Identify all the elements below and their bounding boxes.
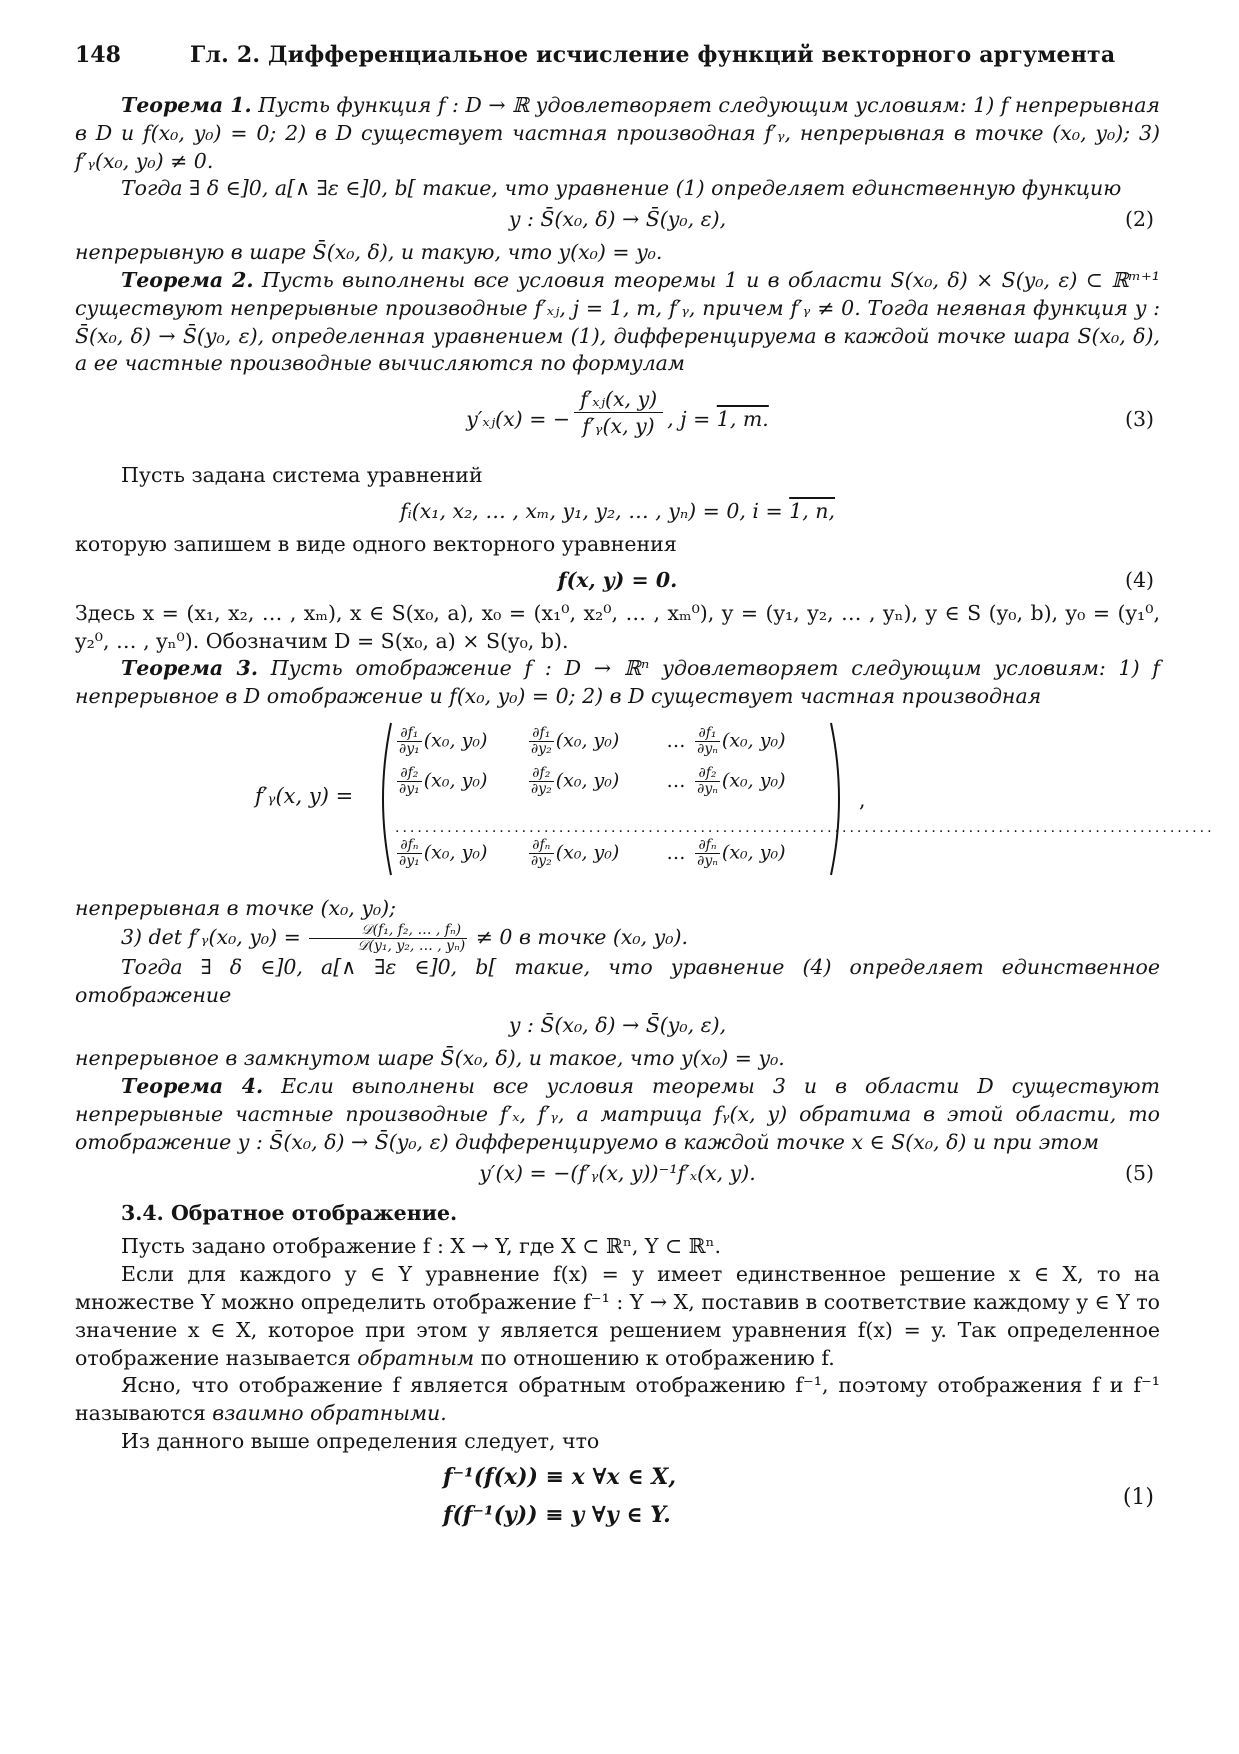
equation-5 bbox=[75, 1160, 1160, 1190]
equation-3-rhs: , j = bbox=[667, 407, 717, 432]
theorem-3-text: Пусть отображение f : D → ℝⁿ удовлетворяет следующим условиям: 1) f непрерывное в D отображение и f(x₀, y₀) = 0; 2) в D существует частная производная bbox=[75, 656, 1160, 709]
theorem-3-conclusion: Тогда ∃ δ ∈]0, a[∧ ∃ε ∈]0, b[ такие, что уравнение (4) определяет единственное отображение bbox=[75, 954, 1160, 1007]
matrix-ellipsis: … bbox=[666, 730, 686, 753]
equation-3-denominator: f′ᵧ(x, y) bbox=[582, 414, 655, 439]
equation-1-number: (1) bbox=[1122, 1484, 1154, 1510]
equation-3-number: (3) bbox=[1124, 407, 1154, 432]
page bbox=[75, 0, 1215, 1754]
vector-intro: которую запишем в виде одного векторного уравнения bbox=[75, 531, 677, 556]
chapter-title: Гл. 2. Дифференциальное исчисление функций векторного аргумента bbox=[190, 42, 1116, 68]
matrix-lhs: f′ᵧ(x, y) = bbox=[255, 783, 354, 808]
matrix-cell: $\frac{\text{∂fₙ}}{\text{∂yₙ}}$ (x₀, y₀) bbox=[697, 837, 786, 870]
section-title: 3.4. Обратное отображение. bbox=[121, 1200, 458, 1225]
equation-3-lhs: y′ₓⱼ(x) = − bbox=[466, 407, 571, 432]
theorem-4 bbox=[75, 1073, 1160, 1156]
matrix-row-2 bbox=[395, 763, 825, 801]
equation-1-line-1: f⁻¹(f(x)) ≡ x ∀x ∈ X, bbox=[443, 1463, 677, 1490]
matrix-cell: $\frac{\text{∂f₁}}{\text{∂yₙ}}$ (x₀, y₀) bbox=[697, 725, 786, 758]
theorem-4-label: Теорема 4. bbox=[121, 1074, 264, 1099]
equation-3 bbox=[75, 386, 1160, 456]
theorem-1-text: Пусть функция f : D → ℝ удовлетворяет следующим условиям: 1) f непрерывная в D и f(x₀, y₀) = 0; 2) в D существует частная производная f′ᵧ, непрерывная в точке (x₀, y₀); 3) f′ᵧ(x₀, y₀) ≠ 0. bbox=[75, 93, 1160, 173]
theorem-2 bbox=[75, 267, 1160, 378]
condition-3-denominator: 𝒟(y₁, y₂, … , yₙ) bbox=[357, 937, 466, 954]
theorem-3-condition-3 bbox=[75, 923, 1160, 954]
theorem-1 bbox=[75, 92, 1160, 175]
theorem-1-after: непрерывную в шаре S̄(x₀, δ), и такую, что y(x₀) = y₀. bbox=[75, 240, 663, 265]
section-p3 bbox=[75, 1372, 1160, 1428]
matrix-ellipsis: … bbox=[666, 770, 686, 793]
matrix-cell: $\frac{\text{∂f₁}}{\text{∂y₁}}$ (x₀, y₀) bbox=[399, 725, 488, 758]
equation-4-number: (4) bbox=[1124, 567, 1154, 592]
theorem-3-label: Теорема 3. bbox=[121, 656, 258, 681]
theorem-4-text: Если выполнены все условия теоремы 3 и в области D существуют непрерывные частные производные f′ₓ, f′ᵧ, а матрица fᵧ(x, y) обратима в этой области, то отображение y : S̄(x₀, δ) → S̄(y₀, ε) дифференцируемо в каждой точке x ∈ S(x₀, δ) и при этом bbox=[75, 1074, 1160, 1154]
matrix-row-n bbox=[395, 835, 825, 873]
system-equation-range: 1, n, bbox=[789, 498, 835, 523]
matrix-cell: $\frac{\text{∂f₂}}{\text{∂y₁}}$ (x₀, y₀) bbox=[399, 765, 488, 798]
jacobian-matrix bbox=[75, 721, 1215, 889]
matrix-dotted-row: .............................................................................................................. bbox=[395, 819, 1215, 836]
section-p3-text: Ясно, что отображение f является обратным отображению f⁻¹, поэтому отображения f и f⁻¹ называются bbox=[75, 1373, 1160, 1426]
system-equation bbox=[75, 498, 1160, 528]
theorem-3-equation-body: y : S̄(x₀, δ) → S̄(y₀, ε), bbox=[508, 1013, 727, 1038]
matrix-cell: $\frac{\text{∂fₙ}}{\text{∂y₁}}$ (x₀, y₀) bbox=[399, 837, 488, 870]
condition-3-lhs: 3) det f′ᵧ(x₀, y₀) = bbox=[121, 924, 308, 949]
section-p1: Пусть задано отображение f : X → Y, где X ⊂ ℝⁿ, Y ⊂ ℝⁿ. bbox=[121, 1234, 722, 1259]
condition-3-numerator: 𝒟(f₁, f₂, … , fₙ) bbox=[309, 923, 467, 939]
matrix-ellipsis: … bbox=[666, 842, 686, 865]
condition-3-rhs: ≠ 0 в точке (x₀, y₀). bbox=[469, 924, 688, 949]
theorem-3-equation bbox=[75, 1012, 1160, 1042]
theorem-3 bbox=[75, 655, 1160, 711]
section-p3-emphasis: взаимно обратными. bbox=[212, 1401, 447, 1426]
right-paren-icon bbox=[827, 721, 849, 877]
equation-5-number: (5) bbox=[1124, 1160, 1154, 1185]
equation-2 bbox=[75, 206, 1160, 236]
matrix-cell: $\frac{\text{∂f₂}}{\text{∂y₂}}$ (x₀, y₀) bbox=[530, 765, 620, 798]
theorem-2-text: Пусть выполнены все условия теоремы 1 и в области S(x₀, δ) × S(y₀, ε) ⊂ ℝᵐ⁺¹ существуют непрерывные производные f′ₓⱼ, j = 1, m, f′ᵧ, причем f′ᵧ ≠ 0. Тогда неявная функция y : S̄(x₀, δ) → S̄(y₀, ε), определенная уравнением (1), дифференцируема в каждой точке шара S(x₀, δ), а ее частные производные вычисляются по формулам bbox=[75, 267, 1160, 376]
equation-3-fraction bbox=[574, 386, 663, 439]
matrix-grid bbox=[395, 721, 1215, 877]
matrix-cell: $\frac{\text{∂fₙ}}{\text{∂y₂}}$ (x₀, y₀) bbox=[530, 837, 620, 870]
equation-system-1 bbox=[75, 1464, 1160, 1538]
left-paren-icon bbox=[373, 721, 395, 877]
condition-3-fraction bbox=[309, 923, 467, 954]
notation-paragraph: Здесь x = (x₁, x₂, … , xₘ), x ∈ S(x₀, a), x₀ = (x₁⁰, x₂⁰, … , xₘ⁰), y = (y₁, y₂, … , yₙ), y ∈ S (y₀, b), y₀ = (y₁⁰, y₂⁰, … , yₙ⁰). Обозначим D = S(x₀, a) × S(y₀, b). bbox=[75, 600, 1160, 653]
matrix-comma: , bbox=[859, 787, 866, 812]
theorem-1-conclusion: Тогда ∃ δ ∈]0, a[∧ ∃ε ∈]0, b[ такие, что уравнение (1) определяет единственную функцию bbox=[121, 176, 1122, 201]
matrix-row-1 bbox=[395, 723, 825, 761]
equation-4-body: f(x, y) = 0. bbox=[557, 567, 678, 592]
equation-1-line-2: f(f⁻¹(y)) ≡ y ∀y ∈ Y. bbox=[443, 1501, 671, 1528]
section-p2 bbox=[75, 1261, 1160, 1372]
equation-5-body: y′(x) = −(f′ᵧ(x, y))⁻¹f′ₓ(x, y). bbox=[479, 1160, 756, 1185]
equation-4 bbox=[75, 567, 1160, 597]
system-equation-body: fᵢ(x₁, x₂, … , xₘ, y₁, y₂, … , yₙ) = 0, i = bbox=[400, 498, 790, 523]
page-body bbox=[75, 92, 1215, 1538]
equation-3-numerator: f′ₓⱼ(x, y) bbox=[574, 386, 663, 413]
theorem-2-label: Теорема 2. bbox=[121, 267, 254, 292]
equation-2-number: (2) bbox=[1124, 207, 1154, 232]
running-header bbox=[75, 42, 1160, 74]
theorem-3-after: непрерывное в замкнутом шаре S̄(x₀, δ), и такое, что y(x₀) = y₀. bbox=[75, 1046, 785, 1071]
section-p4: Из данного выше определения следует, что bbox=[121, 1428, 600, 1453]
matrix-cell: $\frac{\text{∂f₁}}{\text{∂y₂}}$ (x₀, y₀) bbox=[530, 725, 620, 758]
theorem-3-continuity: непрерывная в точке (x₀, y₀); bbox=[75, 895, 397, 920]
matrix-cell: $\frac{\text{∂f₂}}{\text{∂yₙ}}$ (x₀, y₀) bbox=[697, 765, 786, 798]
equation-3-range: 1, m. bbox=[716, 407, 769, 432]
system-intro: Пусть задана система уравнений bbox=[121, 463, 483, 488]
section-p2-emphasis: обратным bbox=[357, 1345, 475, 1370]
section-p2-text: Если для каждого y ∈ Y уравнение f(x) = y имеет единственное решение x ∈ X, то на множестве Y можно определить отображение f⁻¹ : Y → X, поставив в соответствие каждому y ∈ Y то значение x ∈ X, которое при этом y является решением уравнения f(x) = y. Так определенное отображение называется bbox=[75, 1262, 1160, 1370]
equation-2-body: y : S̄(x₀, δ) → S̄(y₀, ε), bbox=[508, 207, 727, 232]
page-number: 148 bbox=[75, 42, 121, 68]
theorem-1-label: Теорема 1. bbox=[121, 93, 252, 117]
section-p2-end: по отношению к отображению f. bbox=[474, 1345, 835, 1370]
